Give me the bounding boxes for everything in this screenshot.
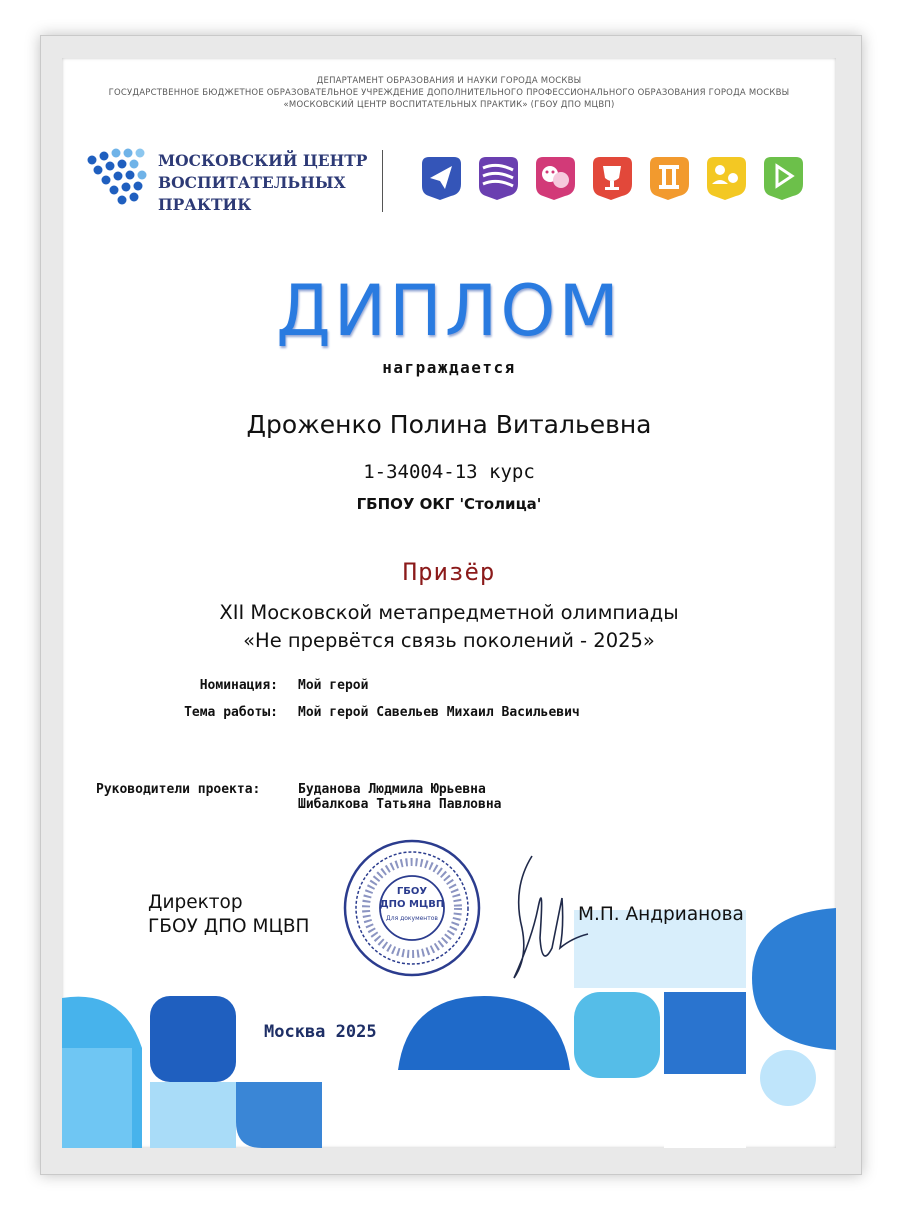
awarded-text: награждается (382, 358, 516, 377)
diploma-sheet (62, 58, 836, 1148)
official-stamp (342, 838, 482, 978)
paper-plane-icon (422, 157, 461, 200)
supervisor-1: Буданова Людмила Юрьевна (298, 782, 486, 797)
theater-masks-icon (536, 157, 575, 200)
trophy-icon (593, 157, 632, 200)
stamp-text-1: ГБОУ (396, 886, 428, 897)
nomination-value: Мой герой (298, 678, 369, 693)
people-icon (707, 157, 746, 200)
logo-divider (382, 150, 383, 212)
signer-role-line-2: ГБОУ ДПО МЦВП (148, 916, 310, 937)
logo-dots-icon (84, 148, 154, 210)
logo-line-3: ПРАКТИК (158, 195, 252, 214)
logo-line-1: МОСКОВСКИЙ ЦЕНТР (158, 151, 368, 170)
diploma-title: ДИПЛОМ (276, 270, 622, 352)
signer-name: М.П. Андрианова (578, 904, 744, 925)
stamp-text-3: Для документов (386, 915, 438, 922)
flag-stripes-icon (479, 157, 518, 200)
signature-scribble-icon (492, 848, 592, 988)
event-line-1: XII Московской метапредметной олимпиады (219, 601, 679, 624)
logo-line-2: ВОСПИТАТЕЛЬНЫХ (158, 173, 346, 192)
signer-role-line-1: Директор (148, 892, 243, 913)
badges-row (418, 154, 813, 204)
supervisors-label: Руководители проекта: (96, 782, 261, 797)
supervisor-2: Шибалкова Татьяна Павловна (298, 797, 502, 812)
play-icon (764, 157, 803, 200)
stamp-text-2: ДПО МЦВП (379, 899, 445, 910)
place-title: Призёр (402, 558, 496, 586)
column-icon (650, 157, 689, 200)
event-line-2: «Не прервётся связь поколений - 2025» (243, 629, 655, 652)
recipient-name: Дроженко Полина Витальевна (246, 410, 652, 439)
header-line-3: «МОСКОВСКИЙ ЦЕНТР ВОСПИТАТЕЛЬНЫХ ПРАКТИК» (ГБОУ ДПО МЦВП) (283, 100, 615, 110)
header-line-1: ДЕПАРТАМЕНТ ОБРАЗОВАНИЯ И НАУКИ ГОРОДА МОСКВЫ (316, 76, 582, 86)
topic-label: Тема работы: (184, 705, 278, 720)
logo-text (158, 150, 367, 216)
nomination-label: Номинация: (199, 678, 278, 693)
city-year: Москва 2025 (264, 1022, 377, 1042)
recipient-group: 1-34004-13 курс (363, 461, 535, 483)
topic-value: Мой герой Савельев Михаил Васильевич (298, 705, 580, 720)
header-line-2: ГОСУДАРСТВЕННОЕ БЮДЖЕТНОЕ ОБРАЗОВАТЕЛЬНОЕ УЧРЕЖДЕНИЕ ДОПОЛНИТЕЛЬНОГО ПРОФЕССИОНАЛЬНОГО ОБРАЗОВАНИЯ ГОРОДА МОСКВЫ (108, 88, 790, 98)
recipient-school: ГБПОУ ОКГ 'Столица' (356, 495, 542, 513)
